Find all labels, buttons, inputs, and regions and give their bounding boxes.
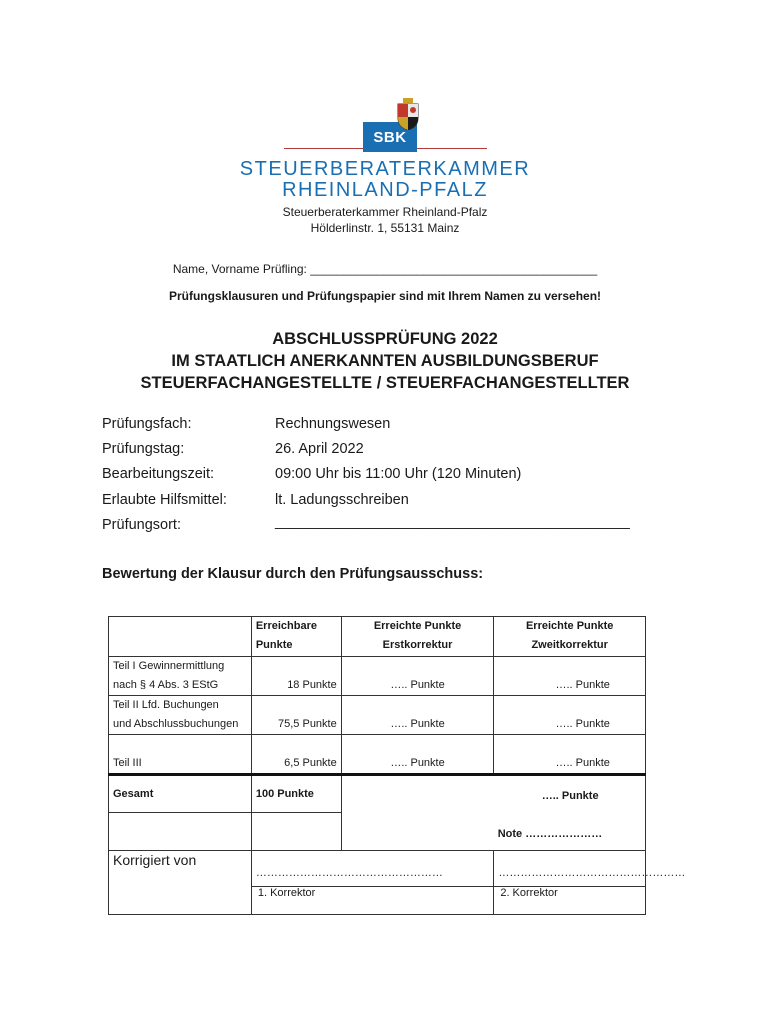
row-second-points: ….. Punkte <box>494 696 646 735</box>
row-label-line2: nach § 4 Abs. 3 EStG <box>113 679 219 691</box>
corrector1-cell <box>251 851 493 915</box>
candidate-name-field: Name, Vorname Prüfling: ___________________________________________ <box>172 262 598 276</box>
logo-rule-right <box>417 148 487 149</box>
field-value-duration: 09:00 Uhr bis 11:00 Uhr (120 Minuten) <box>275 466 522 482</box>
row-first-points: ….. Punkte <box>341 696 494 735</box>
address-line1: Steuerberaterkammer Rheinland-Pfalz <box>282 205 488 219</box>
total-label: Gesamt <box>109 775 252 813</box>
row-second-points: ….. Punkte <box>494 657 646 696</box>
logo-rule-left <box>284 148 363 149</box>
name-notice: Prüfungsklausuren und Prüfungspapier sind mit Ihrem Namen zu versehen! <box>168 289 602 303</box>
field-value-subject: Rechnungswesen <box>275 416 391 432</box>
evaluation-table <box>108 616 686 915</box>
evaluation-heading: Bewertung der Klausur durch den Prüfungsausschuss: <box>102 566 484 582</box>
row-label-part1 <box>109 657 252 696</box>
org-name-line1: STEUERBERATERKAMMER <box>239 158 531 180</box>
row-first-points: ….. Punkte <box>341 657 494 696</box>
header-first-correction <box>341 617 494 657</box>
grade-empty-points <box>251 813 341 851</box>
row-label-part3 <box>109 735 252 775</box>
row-label-part2 <box>109 696 252 735</box>
row-first-points: ….. Punkte <box>341 735 494 775</box>
header-reachable-line1: Erreichbare <box>255 620 317 632</box>
row-label-line2: und Abschlussbuchungen <box>113 718 239 730</box>
exam-title-line2: IM STAATLICH ANERKANNTEN AUSBILDUNGSBERUF <box>171 352 599 370</box>
row-second-points: ….. Punkte <box>494 735 646 775</box>
header-reachable <box>251 617 341 657</box>
field-label-duration: Bearbeitungszeit: <box>102 466 215 482</box>
corrected-by-label: Korrigiert von <box>109 851 252 915</box>
exam-title-line1: ABSCHLUSSPRÜFUNG 2022 <box>272 330 498 348</box>
corrector1-sign-line: …………………………………………… <box>255 867 443 879</box>
row-points: 6,5 Punkte <box>251 735 341 775</box>
row-points: 18 Punkte <box>251 657 341 696</box>
table-header-row <box>109 617 646 657</box>
row-points: 75,5 Punkte <box>251 696 341 735</box>
row-label-line1: Teil I Gewinnermittlung <box>113 660 225 672</box>
corrector1-label: 1. Korrektor <box>257 887 316 899</box>
total-reached: ….. Punkte <box>541 790 599 802</box>
exam-title-line3: STEUERFACHANGESTELLTE / STEUERFACHANGESTELLTER <box>140 374 630 392</box>
header-reachable-line2: Punkte <box>255 639 293 651</box>
header-empty-cell <box>109 617 252 657</box>
total-row <box>109 775 646 813</box>
grade-empty-label <box>109 813 252 851</box>
field-value-location: ____________________________________________ <box>275 514 630 530</box>
header-first-line1: Erreichte Punkte <box>373 620 462 632</box>
field-value-date: 26. April 2022 <box>275 441 364 457</box>
table-row <box>109 735 646 775</box>
grade-field: Note ………………… <box>497 828 603 840</box>
row-label-line1: Teil II Lfd. Buchungen <box>113 699 219 711</box>
table-row <box>109 657 646 696</box>
total-result-cell <box>341 775 645 851</box>
corrector2-sign-line: …………………………………………… <box>498 867 686 879</box>
field-label-aids: Erlaubte Hilfsmittel: <box>102 492 227 508</box>
header-second-correction <box>494 617 646 657</box>
field-label-date: Prüfungstag: <box>102 441 185 457</box>
field-value-aids: lt. Ladungsschreiben <box>275 492 409 508</box>
row-label-line2: Teil III <box>113 757 142 769</box>
table-row <box>109 696 646 735</box>
header-first-line2: Erstkorrektur <box>382 639 453 651</box>
corrector2-cell <box>494 851 686 915</box>
field-label-location: Prüfungsort: <box>102 517 181 533</box>
org-name-line2: RHEINLAND-PFALZ <box>282 179 488 201</box>
corrector2-label: 2. Korrektor <box>500 887 558 899</box>
corrector-row <box>109 851 646 915</box>
header-second-line2: Zweitkorrektur <box>531 639 608 651</box>
coat-of-arms-icon <box>395 98 421 130</box>
field-label-subject: Prüfungsfach: <box>102 416 192 432</box>
row-label-line1 <box>113 735 247 754</box>
address-line2: Hölderlinstr. 1, 55131 Mainz <box>310 221 460 235</box>
sbk-logo-text: SBK <box>373 128 407 146</box>
total-points: 100 Punkte <box>251 775 341 813</box>
header-second-line1: Erreichte Punkte <box>525 620 614 632</box>
